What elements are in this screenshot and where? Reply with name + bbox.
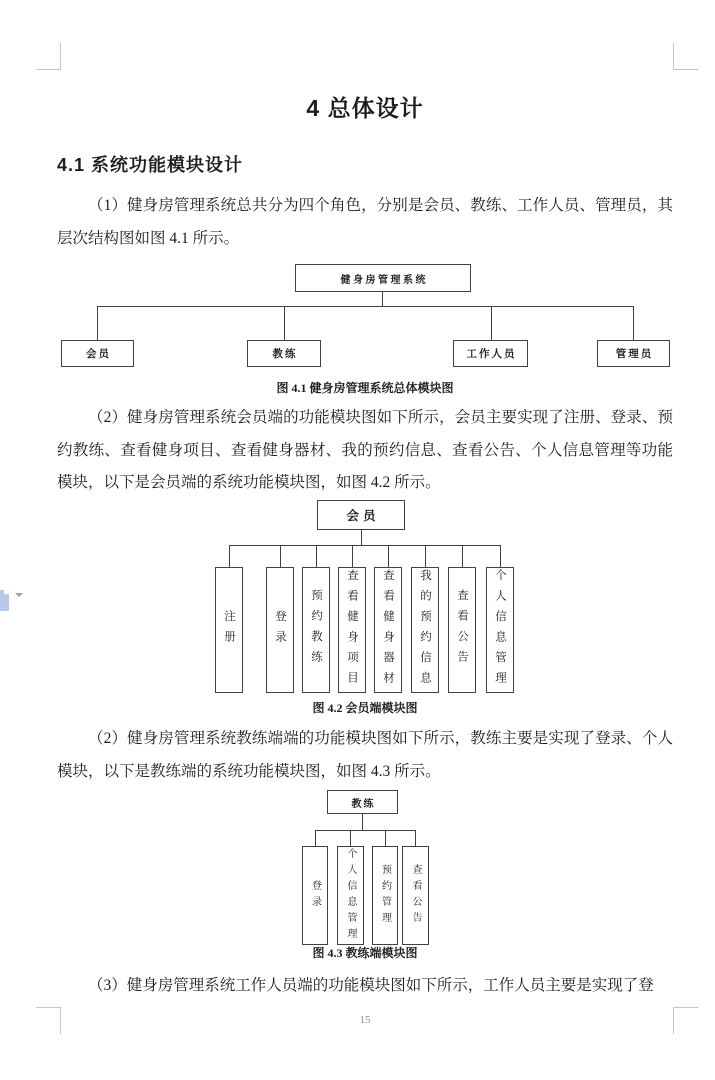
paragraph-3: （2）健身房管理系统教练端端的功能模块图如下所示，教练主要是实现了登录、个人模块，以下是教练端的系统功能模块图，如图 4.3 所示。 xyxy=(57,730,673,780)
connector-line xyxy=(382,292,383,306)
crop-mark-bottom-right-icon xyxy=(673,1007,698,1034)
org-chart-child-box: 教练 xyxy=(247,340,321,367)
paragraph-4: （3）健身房管理系统工作人员端的功能模块图如下所示，工作人员主要是实现了登 xyxy=(88,977,654,994)
connector-line xyxy=(385,830,386,846)
org-chart-child-box xyxy=(402,846,429,945)
connector-line xyxy=(500,545,501,567)
connector-line xyxy=(491,306,492,340)
org-box-label: 预约教练 xyxy=(310,589,322,671)
org-box-label: 登录 xyxy=(274,609,286,651)
margin-chevron-down-icon[interactable] xyxy=(15,593,23,597)
connector-line xyxy=(362,814,363,830)
connector-line xyxy=(315,830,316,846)
org-box-label: 个人信息管理 xyxy=(494,568,506,692)
org-chart-root-box: 健身房管理系统 xyxy=(295,264,471,292)
figure-4-1-caption: 图 4.1 健身房管理系统总体模块图 xyxy=(276,381,454,395)
org-chart-child-box: 工作人员 xyxy=(453,340,528,367)
org-chart-child-box xyxy=(374,567,402,693)
org-chart-root-box: 教练 xyxy=(327,790,398,814)
org-box-label: 登录 xyxy=(309,879,321,912)
org-box-label: 注册 xyxy=(223,609,235,651)
connector-line xyxy=(415,830,416,846)
connector-line xyxy=(361,530,362,545)
connector-line xyxy=(229,545,500,546)
org-chart-child-box: 会员 xyxy=(61,340,134,367)
crop-mark-top-left-icon xyxy=(36,43,61,70)
org-chart-child-box xyxy=(266,567,294,693)
connector-line xyxy=(97,306,98,340)
org-chart-child-box xyxy=(302,567,330,693)
org-chart-child-box xyxy=(486,567,514,693)
chapter-title: 4 总体设计 xyxy=(306,95,424,121)
org-chart-child-box xyxy=(338,567,366,693)
connector-line xyxy=(425,545,426,567)
connector-line xyxy=(284,306,285,340)
org-chart-child-box xyxy=(372,846,398,945)
connector-line xyxy=(316,545,317,567)
org-chart-child-box xyxy=(448,567,476,693)
connector-line xyxy=(350,830,351,846)
org-box-label: 我的预约信息 xyxy=(419,568,431,692)
connector-line xyxy=(388,545,389,567)
org-chart-child-box: 管理员 xyxy=(597,340,670,367)
crop-mark-top-right-icon xyxy=(673,43,698,70)
org-box-label: 查看健身器材 xyxy=(382,568,394,692)
org-chart-child-box xyxy=(411,567,439,693)
figure-4-2-caption: 图 4.2 会员端模块图 xyxy=(312,701,418,715)
figure-4-3-caption: 图 4.3 教练端模块图 xyxy=(312,946,418,960)
connector-line xyxy=(315,830,416,831)
org-box-label: 预约管理 xyxy=(379,863,391,928)
paragraph-1: （1）健身房管理系统总共分为四个角色，分别是会员、教练、工作人员、管理员，其层次结构图如图 4.1 所示。 xyxy=(57,197,673,247)
connector-line xyxy=(352,545,353,567)
paragraph-2: （2）健身房管理系统会员端的功能模块图如下所示，会员主要实现了注册、登录、预约教练、查看健身项目、查看健身器材、我的预约信息、查看公告、个人信息管理等功能模块，以下是会员端的系统功能模块图，如图 4.2 所示。 xyxy=(57,409,673,491)
org-chart-child-box xyxy=(215,567,243,693)
section-heading: 4.1 系统功能模块设计 xyxy=(57,155,244,175)
connector-line xyxy=(633,306,634,340)
org-box-label: 查看公告 xyxy=(456,589,468,671)
connector-line xyxy=(280,545,281,567)
org-chart-child-box xyxy=(337,846,364,945)
org-box-label: 查看健身项目 xyxy=(346,568,358,692)
margin-format-marker-icon xyxy=(0,590,9,611)
connector-line xyxy=(229,545,230,567)
connector-line xyxy=(462,545,463,567)
page-number: 15 xyxy=(359,1014,371,1026)
connector-line xyxy=(97,306,634,307)
org-box-label: 查看公告 xyxy=(410,863,421,928)
org-box-label: 个人信息管理 xyxy=(345,847,356,944)
org-chart-root-box: 会员 xyxy=(317,500,405,530)
org-chart-child-box xyxy=(302,846,328,945)
